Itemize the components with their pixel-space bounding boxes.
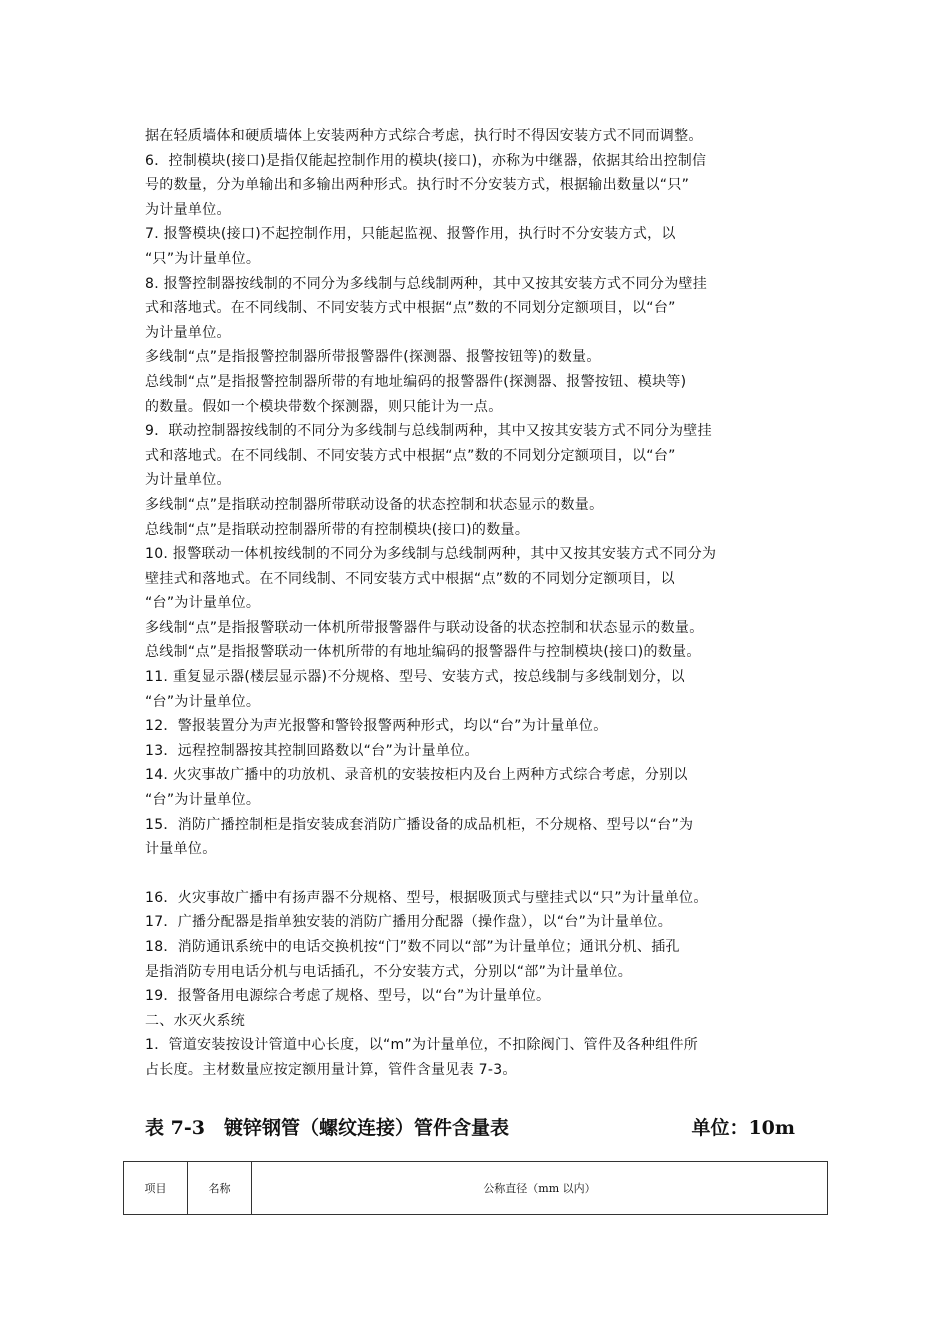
paragraph-line: 为计量单位。 [145, 324, 231, 341]
paragraph-line: 为计量单位。 [145, 472, 231, 489]
table-header-name: 名称 [188, 1162, 252, 1214]
paragraph-line: 8. 报警控制器按线制的不同分为多线制与总线制两种，其中又按其安装方式不同分为壁挂 [145, 275, 708, 292]
paragraph-line: 16．火灾事故广播中有扬声器不分规格、型号，根据吸顶式与壁挂式以“只”为计量单位。 [145, 889, 708, 906]
paragraph-line: 总线制“点”是指报警控制器所带的有地址编码的报警器件(探测器、报警按钮、模块等) [145, 373, 687, 390]
paragraph-line: “台”为计量单位。 [145, 792, 261, 809]
paragraph-line: 式和落地式。在不同线制、不同安装方式中根据“点”数的不同划分定额项目，以“台” [145, 300, 676, 317]
paragraph-line: 总线制“点”是指联动控制器所带的有控制模块(接口)的数量。 [145, 521, 530, 538]
paragraph-line: 为计量单位。 [145, 201, 231, 218]
paragraph-line: 12．警报装置分为声光报警和警铃报警两种形式，均以“台”为计量单位。 [145, 718, 608, 735]
paragraph-line: 18．消防通讯系统中的电话交换机按“门”数不同以“部”为计量单位；通讯分机、插孔 [145, 939, 680, 955]
paragraph-line: 占长度。主材数量应按定额用量计算，管件含量见表 7-3。 [145, 1061, 517, 1078]
table-header-diameter: 公称直径（mm 以内） [483, 1182, 596, 1195]
paragraph-line: 的数量。假如一个模块带数个探测器，则只能计为一点。 [145, 398, 503, 415]
table-unit: 单位：10m [691, 1117, 795, 1139]
paragraph-line: 是指消防专用电话分机与电话插孔，不分安装方式，分别以“部”为计量单位。 [145, 963, 633, 980]
paragraph-line: 壁挂式和落地式。在不同线制、不同安装方式中根据“点”数的不同划分定额项目，以 [145, 570, 675, 587]
paragraph-line: 1．管道安装按设计管道中心长度，以“m”为计量单位，不扣除阀门、管件及各种组件所 [145, 1037, 699, 1054]
table-caption [145, 1113, 795, 1140]
paragraph-line: 9．联动控制器按线制的不同分为多线制与总线制两种，其中又按其安装方式不同分为壁挂 [145, 423, 712, 440]
table-title: 表 7-3 镀锌钢管（螺纹连接）管件含量表 [145, 1117, 509, 1139]
table-header-item: 项目 [124, 1162, 188, 1214]
paragraph-line: 据在轻质墙体和硬质墙体上安装两种方式综合考虑，执行时不得因安装方式不同而调整。 [145, 128, 703, 144]
paragraph-line: “台”为计量单位。 [145, 595, 261, 612]
paragraph-line: 14. 火灾事故广播中的功放机、录音机的安装按柜内及台上两种方式综合考虑，分别以 [145, 767, 688, 784]
paragraph-line: 多线制“点”是指联动控制器所带联动设备的状态控制和状态显示的数量。 [145, 496, 604, 513]
paragraph-line: 10. 报警联动一体机按线制的不同分为多线制与总线制两种，其中又按其安装方式不同分为 [145, 546, 717, 563]
paragraph-line: 多线制“点”是指报警控制器所带报警器件(探测器、报警按钮等)的数量。 [145, 349, 601, 366]
paragraph-line: 17．广播分配器是指单独安装的消防广播用分配器（操作盘），以“台”为计量单位。 [145, 914, 673, 931]
fittings-table [123, 1161, 828, 1215]
paragraph-line: 总线制“点”是指报警联动一体机所带的有地址编码的报警器件与控制模块(接口)的数量。 [145, 644, 701, 661]
paragraph-line: 计量单位。 [145, 841, 217, 858]
paragraph-line: 多线制“点”是指报警联动一体机所带报警器件与联动设备的状态控制和状态显示的数量。 [145, 619, 704, 636]
paragraph-line: 6．控制模块(接口)是指仅能起控制作用的模块(接口)，亦称为中继器，依据其给出控制信 [145, 152, 707, 169]
paragraph-line: “只”为计量单位。 [145, 250, 261, 267]
paragraph-line: 式和落地式。在不同线制、不同安装方式中根据“点”数的不同划分定额项目，以“台” [145, 447, 676, 464]
paragraph-line: 号的数量，分为单输出和多输出两种形式。执行时不分安装方式，根据输出数量以“只” [145, 177, 690, 194]
paragraph-line: 7. 报警模块(接口)不起控制作用，只能起监视、报警作用，执行时不分安装方式，以 [145, 226, 676, 243]
section-heading: 二、水灭火系统 [145, 1012, 246, 1029]
paragraph-line: 19．报警备用电源综合考虑了规格、型号，以“台”为计量单位。 [145, 988, 551, 1005]
paragraph-line: 11. 重复显示器(楼层显示器)不分规格、型号、安装方式，按总线制与多线制划分，以 [145, 669, 685, 686]
paragraph-line: “台”为计量单位。 [145, 693, 261, 710]
paragraph-line: 15．消防广播控制柜是指安装成套消防广播设备的成品机柜，不分规格、型号以“台”为 [145, 816, 694, 833]
document-body [145, 124, 810, 1083]
paragraph-line: 13．远程控制器按其控制回路数以“台”为计量单位。 [145, 742, 479, 759]
